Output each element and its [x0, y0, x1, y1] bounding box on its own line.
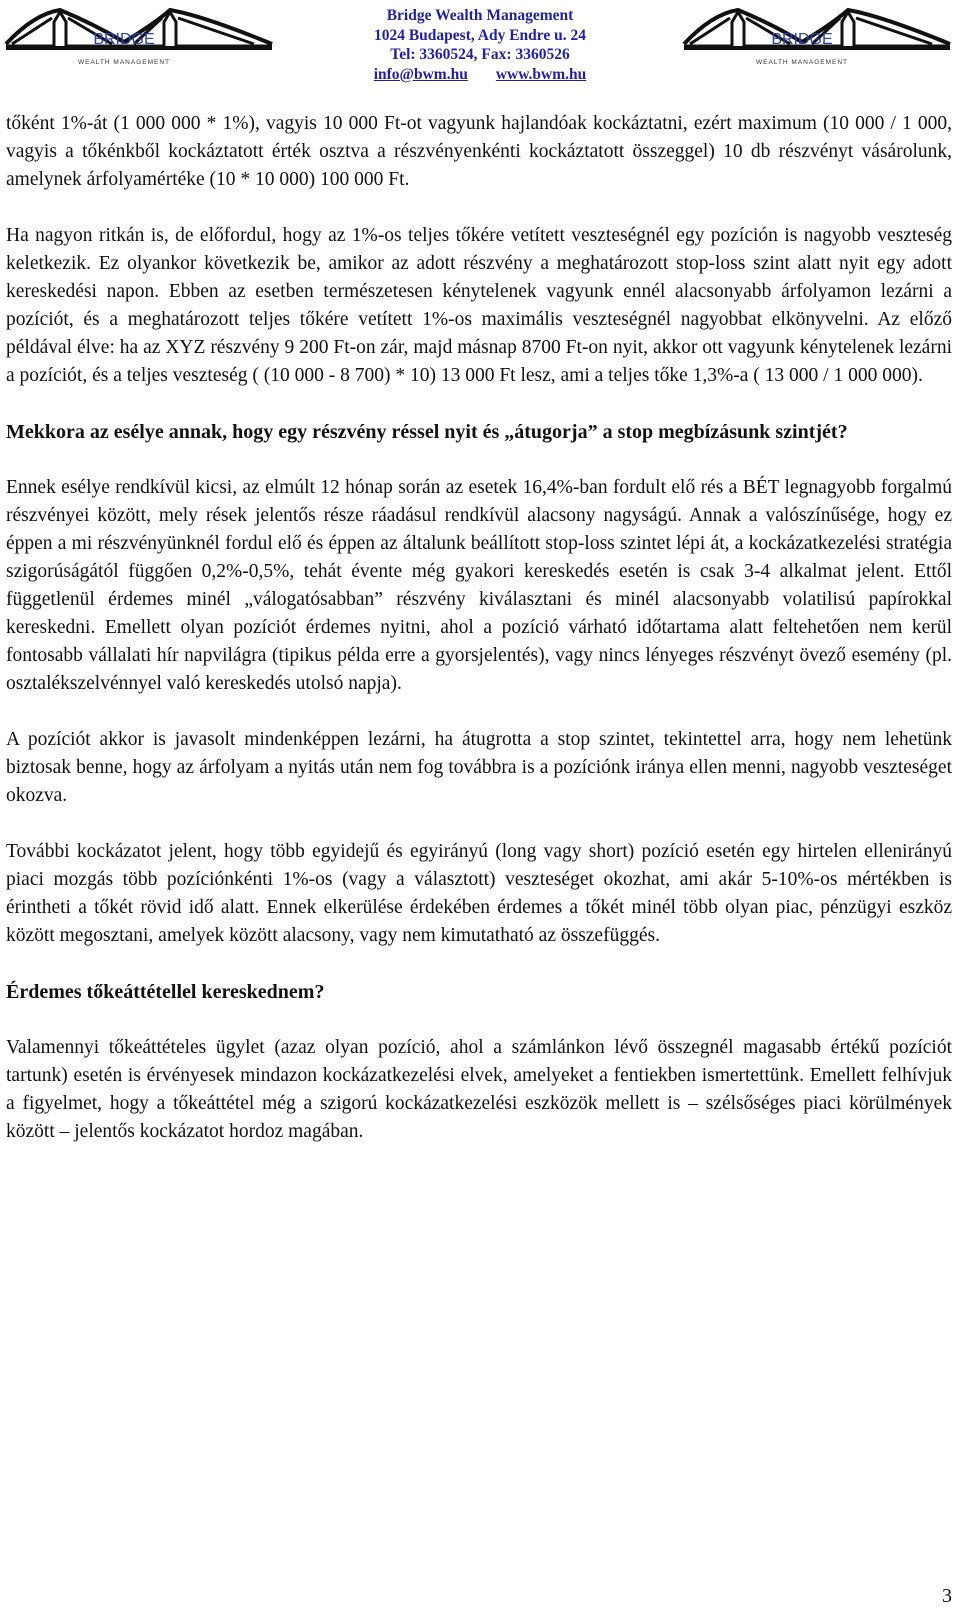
logo-right-subtext: WEALTH MANAGEMENT: [756, 59, 848, 66]
paragraph-2: Ha nagyon ritkán is, de előfordul, hogy az 1%-os teljes tőkére vetített veszteségnél egy pozíción is nagyobb veszteség keletkezik. Ez olyankor következik be, amikor az adott részvény a meghatározott stop-loss szint alatt nyit egy adott kereskedési napon. Ebben az esetben természetesen kénytelenek vagyunk ennél alacsonyabb árfolyamon lezárni a pozíciót, és a meghatározott teljes tőkére vetített 1%-os maximális veszteségnél nagyobbat elkönyvelni. Az előző példával élve: ha az XYZ részvény 9 200 Ft-on zár, majd másnap 8700 Ft-on nyit, akkor ott vagyunk kénytelenek lezárni a pozíciót, és a teljes veszteség ( (10 000 - 8 700) * 10) 13 000 Ft lesz, ami a teljes tőke 1,3%-a ( 13 000 / 1 000 000).: [6, 225, 952, 386]
logo-right-text: BRIDGE: [771, 31, 833, 48]
logo-text: BRIDGE: [93, 31, 155, 48]
paragraph-6: Valamennyi tőkeáttételes ügylet (azaz olyan pozíció, ahol a számlánkon lévő összegnél magasabb értékű pozíciót tartunk) esetén is érvényesek mindazon kockázatkezelési elvek, amelyeket a fentiekben ismertettünk. Emellett felhívjuk a figyelmet, hogy a tőkeáttétel még a szigorú kockázatkezelési eszközök mellett is – szélsőséges piaci körülmények között – jelentős kockázatot hordoz magában.: [6, 1037, 952, 1142]
paragraph-5: További kockázatot jelent, hogy több egyidejű és egyirányú (long vagy short) pozíció esetén egy hirtelen ellenirányú piaci mozgás több pozíciónkénti 1%-os (vagy a választott) veszteséget okozhat, ami akár 5-10%-os mértékben is érintheti a tőkét rövid idő alatt. Ennek elkerülése érdekében érdemes a tőkét minél több olyan piac, pénzügyi eszköz között megosztani, amelyek között alacsony, vagy nem kimutatható az összefüggés.: [6, 841, 952, 946]
bridge-logo-right: [682, 4, 952, 74]
paragraph-4: A pozíciót akkor is javasolt mindenképpen lezárni, ha átugrotta a stop szintet, tekintettel arra, hogy nem lehetünk biztosak benne, hogy az árfolyam a nyitás után nem fog továbbra is a pozíciónk iránya ellen menni, nagyobb veszteséget okozva.: [6, 729, 952, 806]
logo-subtext: WEALTH MANAGEMENT: [78, 59, 170, 66]
paragraph-1: tőként 1%-át (1 000 000 * 1%), vagyis 10 000 Ft-ot vagyunk hajlandóak kockáztatni, ezért maximum (10 000 / 1 000, vagyis a tőkénkből kockáztatott érték osztva a részvényenkénti kockáztatott összeggel) 10 db részvényt vásárolunk, amelynek árfolyamértéke (10 * 10 000) 100 000 Ft.: [6, 113, 952, 190]
document-body: [6, 110, 952, 1146]
company-address: 1024 Budapest, Ady Endre u. 24: [373, 26, 587, 44]
website-link[interactable]: www.bwm.hu: [495, 65, 587, 83]
section-heading-leverage: Érdemes tőkeáttétellel kereskednem?: [6, 981, 325, 1003]
page-header: [0, 0, 960, 86]
contact-block: [320, 6, 640, 84]
page-number: 3: [942, 1585, 952, 1607]
bridge-logo-right-graphic: [682, 4, 952, 74]
paragraph-3: Ennek esélye rendkívül kicsi, az elmúlt 12 hónap során az esetek 16,4%-ban fordult elő rés a BÉT legnagyobb forgalmú részvényei között, mely rések jelentős része ráadásul rendkívül alacsony nagyságú. Annak a valószínűsége, hogy ez éppen a mi részvényünknél fordul elő és éppen az általunk beállított stop-loss szintet lépi át, a kockázatkezelési stratégia szigorúságától függően 0,2%-0,5%, tehát évente még gyakori kereskedés esetén is csak 3-4 alkalmat jelent. Ettől függetlenül érdemes minél „válogatósabban” részvény kiválasztani és minél alacsonyabb volatilisú papírokkal kereskedni. Emellett olyan pozíciót érdemes nyitni, ahol a pozíció várható időtartama alatt feltehetően nem kerül fontosabb vállalati hír napvilágra (tipikus példa erre a gyorsjelentés), vagy nincs lényeges részvényt övező esemény (pl. osztalékszelvénnyel való kereskedés utolsó napja).: [6, 477, 952, 694]
section-heading-gap-risk: Mekkora az esélye annak, hogy egy részvény réssel nyit és „átugorja” a stop megbízásunk szintjét?: [6, 421, 848, 443]
company-phone-fax: Tel: 3360524, Fax: 3360526: [390, 46, 570, 63]
bridge-logo-graphic: [4, 4, 274, 74]
bridge-logo: [4, 4, 274, 74]
email-link[interactable]: info@bwm.hu: [373, 65, 468, 83]
company-name: Bridge Wealth Management: [386, 7, 574, 24]
